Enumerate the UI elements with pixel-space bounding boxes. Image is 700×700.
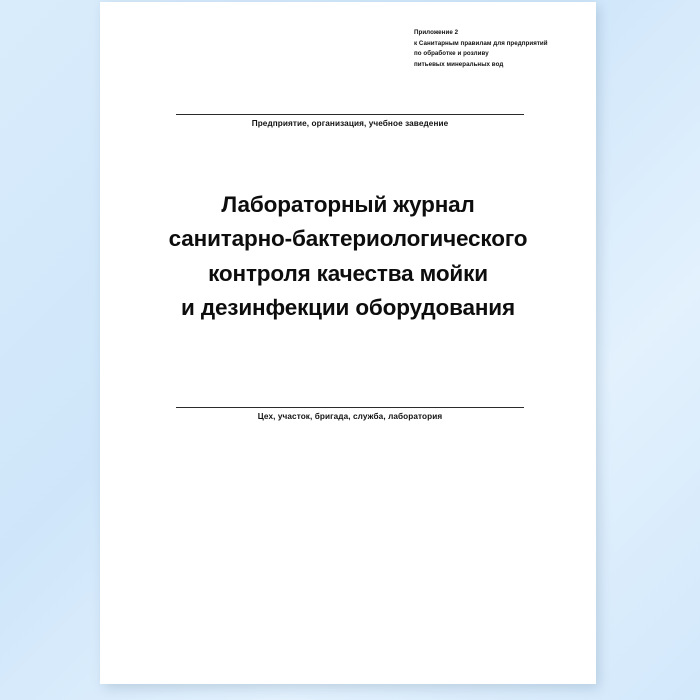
document-page xyxy=(100,2,596,684)
organization-field-rule xyxy=(176,114,524,115)
appendix-note-line-1: Приложение 2 xyxy=(414,29,459,36)
unit-field-caption: Цех, участок, бригада, служба, лаборатория xyxy=(257,412,443,421)
appendix-note xyxy=(414,28,589,71)
document-title-line-3: контроля качества мойки xyxy=(208,260,488,286)
unit-field xyxy=(176,407,524,421)
document-title-line-2: санитарно-бактериологического xyxy=(168,226,528,252)
document-title-line-1: Лабораторный журнал xyxy=(221,192,475,217)
appendix-note-line-2: к Санитарным правилам для предприятий xyxy=(414,39,548,47)
document-title-line-4: и дезинфекции оборудования xyxy=(181,295,515,321)
organization-field-caption: Предприятие, организация, учебное заведение xyxy=(251,119,449,128)
appendix-note-line-3: по обработке и розливу xyxy=(414,50,489,58)
organization-field xyxy=(176,114,524,128)
document-title xyxy=(140,188,556,326)
unit-field-rule xyxy=(176,407,524,408)
appendix-note-line-4: питьевых минеральных вод xyxy=(414,60,504,68)
